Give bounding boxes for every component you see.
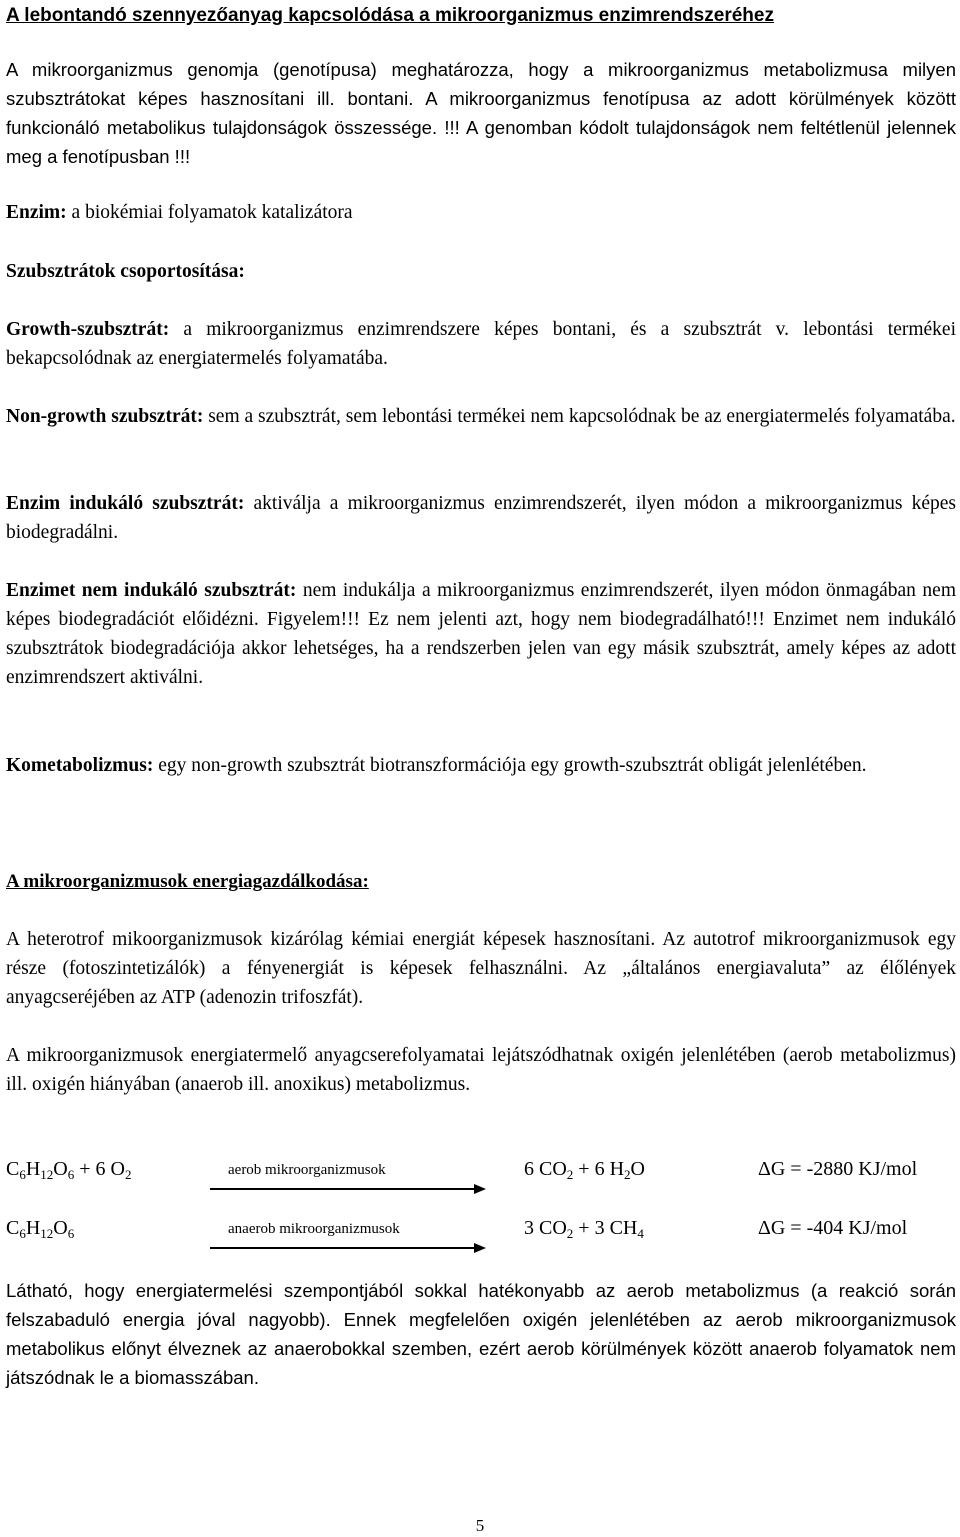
energy-paragraph-1: A heterotrof mikoorganizmusok kizárólag kémiai energiát képesek hasznosítani. Az autotrof mikroorganizmusok egy része (fotoszintetizálók) a fényenergiát is képesek felhasználni. Az „általános energiavaluta” az élőlények anyagcseréjében az ATP (adenozin trifoszfát). xyxy=(6,929,956,1008)
grouping-heading: Szubsztrátok csoportosítása: xyxy=(6,261,245,282)
enzim-text: a biokémiai folyamatok katalizátora xyxy=(66,202,353,223)
eq2-arrow-icon xyxy=(210,1243,486,1253)
eq2-reactants xyxy=(6,1217,74,1240)
cometab-term: Kometabolizmus: xyxy=(6,755,154,776)
eq2-reactants-text: $C_6H_{12}O_6$ xyxy=(6,1217,75,1241)
eq1-condition: aerob mikroorganizmusok xyxy=(228,1162,386,1178)
enzim-definition xyxy=(6,198,956,227)
inducing-term: Enzim indukáló szubsztrát: xyxy=(6,493,245,514)
section2-title: A mikroorganizmusok energiagazdálkodása: xyxy=(6,871,369,892)
eq2-condition: anaerob mikroorganizmusok xyxy=(228,1221,400,1237)
inducing-text: aktiválja a mikroorganizmus enzimrendszerét, ilyen módon a mikroorganizmus képes biodegradálni. xyxy=(6,493,956,543)
nongrowth-definition xyxy=(6,402,956,431)
page-number: 5 xyxy=(475,1516,485,1535)
growth-definition xyxy=(6,315,956,373)
nongrowth-text: sem a szubsztrát, sem lebontási termékei nem kapcsolódnak be az energiatermelés folyamatába. xyxy=(203,406,956,427)
cometab-text: egy non-growth szubsztrát biotranszformációja egy growth-szubsztrát obligát jelenlétében. xyxy=(153,755,867,776)
cometabolism-definition xyxy=(6,751,956,780)
inducing-definition xyxy=(6,489,956,547)
eq1-products-text: 6 $CO_2 + 6$ $H_2O$ xyxy=(524,1158,645,1182)
noninducing-definition xyxy=(6,576,956,692)
eq2-products-text: 3 $CO_2 + 3$ $CH_4$ xyxy=(524,1217,644,1241)
eq1-reactants-text: $C_6H_{12}O_6 + 6$ $O_2$ xyxy=(6,1158,132,1182)
eq1-reactants xyxy=(6,1158,131,1181)
eq2-products xyxy=(524,1217,644,1240)
growth-text: a mikroorganizmus enzimrendszere képes bontani, és a szubsztrát v. lebontási termékei bekapcsolódnak az energiatermelés folyamatába. xyxy=(6,319,956,369)
equation-anaerobic xyxy=(6,1217,956,1257)
eq1-arrow-icon xyxy=(210,1184,486,1194)
equation-aerobic xyxy=(6,1158,956,1198)
growth-term: Growth-szubsztrát: xyxy=(6,319,170,340)
nongrowth-term: Non-growth szubsztrát: xyxy=(6,406,204,427)
section1-title: A lebontandó szennyezőanyag kapcsolódása a mikroorganizmus enzimrendszeréhez xyxy=(6,5,774,26)
noninducing-term: Enzimet nem indukáló szubsztrát: xyxy=(6,580,297,601)
intro-paragraph: A mikroorganizmus genomja (genotípusa) meghatározza, hogy a mikroorganizmus metabolizmusa milyen szubsztrátokat képes hasznosítani ill. bontani. A mikroorganizmus fenotípusa az adott körülmények között funkcionáló metabolikus tulajdonságok összessége. !!! A genomban kódolt tulajdonságok nem feltétlenül jelennek meg a fenotípusban !!! xyxy=(6,59,956,167)
conclusion-paragraph: Látható, hogy energiatermelési szempontjából sokkal hatékonyabb az aerob metabolizmus (a reakció során felszabaduló energia jóval nagyobb). Ennek megfelelően oxigén jelenlétében az aerob mikroorganizmusok metabolikus előnyt élveznek az anaerobokkal szemben, ezért aerob körülmények között anaerob folyamatok nem játszódnak le a biomasszában. xyxy=(6,1280,956,1388)
energy-paragraph-2: A mikroorganizmusok energiatermelő anyagcserefolyamatai lejátszódhatnak oxigén jelenlétében (aerob metabolizmus) ill. oxigén hiányában (anaerob ill. anoxikus) metabolizmus. xyxy=(6,1045,956,1095)
noninducing-text: nem indukálja a mikroorganizmus enzimrendszerét, ilyen módon önmagában nem képes biodegradációt előidézni. Figyelem!!! Ez nem jelenti azt, hogy nem biodegradálható!!! Enzimet nem indukáló szubsztrátok biodegradációja akkor lehetséges, ha a rendszerben jelen van egy másik szubsztrát, amely képes az adott enzimrendszert aktiválni. xyxy=(6,580,957,688)
eq2-delta-g: ΔG = -404 KJ/mol xyxy=(758,1217,908,1239)
eq1-products xyxy=(524,1158,645,1181)
enzim-term: Enzim: xyxy=(6,202,67,223)
eq1-delta-g: ΔG = -2880 KJ/mol xyxy=(758,1158,918,1180)
